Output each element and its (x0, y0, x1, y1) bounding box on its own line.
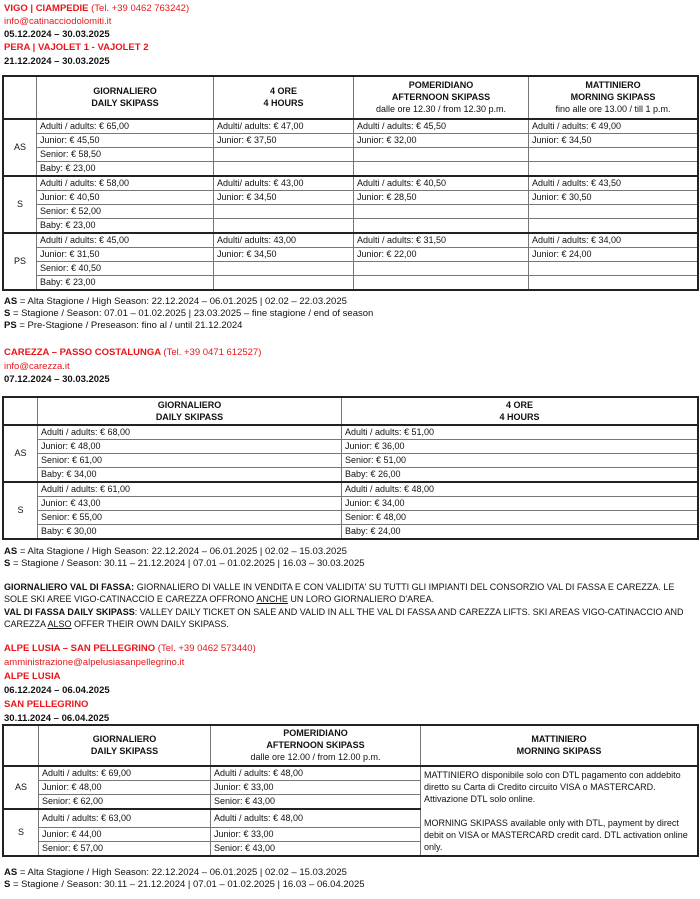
price-cell (529, 204, 698, 218)
price-cell: Baby: € 24,00 (342, 524, 698, 538)
season-label: AS (4, 766, 39, 809)
header-col: 4 ORE 4 HOURS (342, 398, 698, 425)
price-cell: Junior: € 34,50 (214, 190, 354, 204)
table-row (4, 467, 698, 482)
price-cell: Adulti / adults: € 68,00 (38, 425, 342, 440)
price-cell: Adulti / adults: € 48,00 (211, 766, 421, 781)
season-label: AS (4, 425, 38, 482)
section1-price-table (3, 76, 698, 290)
table-row (4, 218, 698, 233)
price-cell (354, 275, 529, 289)
price-cell: Senior: € 61,00 (38, 453, 342, 467)
section3-price-table (3, 725, 698, 856)
section1-table-body (4, 119, 698, 290)
season-label: PS (4, 233, 37, 290)
price-cell: Adulti / adults: € 63,00 (39, 809, 211, 828)
table-row (4, 190, 698, 204)
section3-dates1: 06.12.2024 – 06.04.2025 (4, 685, 110, 696)
price-cell: Junior: € 43,00 (38, 496, 342, 510)
section1-title: VIGO | CIAMPEDIE (4, 3, 89, 14)
section3-sub1: ALPE LUSIA (4, 671, 61, 682)
section3-title: ALPE LUSIA – SAN PELLEGRINO (4, 643, 156, 654)
section3-email[interactable]: amministrazione@alpelusiasanpellegrino.it (4, 657, 185, 668)
section1-dates1: 05.12.2024 – 30.03.2025 (4, 29, 110, 40)
price-cell (214, 218, 354, 233)
price-cell: Baby: € 30,00 (38, 524, 342, 538)
header-col: GIORNALIERO DAILY SKIPASS (38, 398, 342, 425)
header-col: POMERIDIANO AFTERNOON SKIPASS dalle ore 12.00 / from 12.00 p.m. (211, 726, 421, 766)
price-cell (529, 261, 698, 275)
price-cell: Junior: € 32,00 (354, 133, 529, 147)
valdifassa-en: VAL DI FASSA DAILY SKIPASS: VALLEY DAILY TICKET ON SALE AND VALID IN ALL THE VAL DI FASSA AND CAREZZA LIFTS. SKI AREAS VIGO-CATINACCIO AND CAREZZA ALSO OFFER THEIR OWN DAILY SKIPASS. (4, 607, 684, 629)
valdifassa-it: GIORNALIERO VAL DI FASSA: GIORNALIERO DI VALLE IN VENDITA E CON VALIDITA' SU TUTTI GLI IMPIANTI DEL CONSORZIO VAL DI FASSA E CAREZZA. LE SOLE SKI AREE VIGO-CATINACCIO E CAREZZA OFFRONO ANCHE UN LORO GIORNALIERO D'AREA. (4, 582, 675, 604)
price-cell (529, 161, 698, 176)
price-cell: Adulti / adults: € 48,00 (211, 809, 421, 828)
section3-heading (4, 643, 256, 655)
header-col: GIORNALIERO DAILY SKIPASS (37, 77, 214, 119)
price-cell: Adulti / adults: € 31,50 (354, 233, 529, 248)
price-cell: Junior: € 31,50 (37, 247, 214, 261)
section2-heading (4, 347, 261, 359)
price-cell: Adulti/ adults: € 47,00 (214, 119, 354, 134)
section3-tel: (Tel. +39 0462 573440) (157, 643, 256, 654)
price-cell (214, 204, 354, 218)
header-col: MATTINIERO MORNING SKIPASS (421, 726, 698, 766)
section2-title: CAREZZA – PASSO COSTALUNGA (4, 347, 161, 358)
section1-dates2: 21.12.2024 – 30.03.2025 (4, 56, 110, 67)
header-col: GIORNALIERO DAILY SKIPASS (39, 726, 211, 766)
table-row (4, 510, 698, 524)
section3-sub2: SAN PELLEGRINO (4, 699, 89, 710)
section2-legend-as: AS = Alta Stagione / High Season: 22.12.2024 – 06.01.2025 | 02.02 – 15.03.2025 (4, 546, 347, 557)
price-cell (354, 161, 529, 176)
price-cell: Baby: € 34,00 (38, 467, 342, 482)
price-cell: Senior: € 43,00 (211, 794, 421, 809)
section2-table-body (4, 425, 698, 539)
section3-legend-as: AS = Alta Stagione / High Season: 22.12.2024 – 06.01.2025 | 02.02 – 15.03.2025 (4, 867, 347, 878)
price-cell: Senior: € 40,50 (37, 261, 214, 275)
section3-legend-s: S = Stagione / Season: 30.11 – 21.12.2024 | 07.01 – 01.02.2025 | 16.03 – 06.04.2025 (4, 879, 365, 890)
price-cell: Junior: € 44,00 (39, 827, 211, 841)
price-cell: Senior: € 43,00 (211, 841, 421, 855)
price-cell (354, 261, 529, 275)
price-cell: Junior: € 40,50 (37, 190, 214, 204)
header-col: MATTINIERO MORNING SKIPASS fino alle ore 13.00 / till 1 p.m. (529, 77, 698, 119)
morning-note-it: MATTINIERO disponibile solo con DTL pagamento con addebito diretto su Carta di Credito circuito VISA o MASTERCARD. Attivazione DTL solo online. (424, 769, 681, 804)
price-cell: Senior: € 48,00 (342, 510, 698, 524)
table-row (4, 233, 698, 248)
price-cell: Adulti / adults: € 49,00 (529, 119, 698, 134)
price-cell: Adulti/ adults: € 43,00 (214, 176, 354, 191)
season-label: S (4, 482, 38, 539)
table-row (4, 176, 698, 191)
price-cell: Baby: € 23,00 (37, 275, 214, 289)
price-cell: Adulti / adults: € 51,00 (342, 425, 698, 440)
table-row (4, 439, 698, 453)
table-row (4, 524, 698, 538)
header-col: POMERIDIANO AFTERNOON SKIPASS dalle ore 12.30 / from 12.30 p.m. (354, 77, 529, 119)
section2-legend-s: S = Stagione / Season: 30.11 – 21.12.2024 | 07.01 – 01.02.2025 | 16.03 – 30.03.2025 (4, 558, 365, 569)
table-row (4, 247, 698, 261)
table-row (4, 147, 698, 161)
section2-price-table (3, 397, 698, 539)
season-label: S (4, 176, 37, 233)
price-cell: Junior: € 34,50 (214, 247, 354, 261)
table-row (4, 161, 698, 176)
table-row (4, 119, 698, 134)
price-cell (214, 161, 354, 176)
price-cell: Senior: € 57,00 (39, 841, 211, 855)
price-cell (214, 147, 354, 161)
price-cell: Junior: € 37,50 (214, 133, 354, 147)
price-cell (529, 275, 698, 289)
price-cell: Junior: € 22,00 (354, 247, 529, 261)
price-cell: Baby: € 23,00 (37, 161, 214, 176)
table-row (4, 261, 698, 275)
section1-legend-ps: PS = Pre-Stagione / Preseason: fino al / until 21.12.2024 (4, 320, 243, 331)
price-cell (214, 275, 354, 289)
table-row (4, 425, 698, 440)
price-cell (529, 218, 698, 233)
header-empty (4, 398, 38, 425)
table-row (4, 453, 698, 467)
section1-subtitle: PERA | VAJOLET 1 - VAJOLET 2 (4, 42, 149, 53)
price-cell: Junior: € 24,00 (529, 247, 698, 261)
price-cell: Adulti / adults: € 45,00 (37, 233, 214, 248)
price-cell: Junior: € 48,00 (39, 780, 211, 794)
price-cell: Senior: € 51,00 (342, 453, 698, 467)
table-row (4, 766, 698, 781)
header-empty (4, 726, 39, 766)
price-cell: Junior: € 48,00 (38, 439, 342, 453)
price-cell: Baby: € 26,00 (342, 467, 698, 482)
price-cell: Junior: € 36,00 (342, 439, 698, 453)
section1-tel: (Tel. +39 0462 763242) (91, 3, 190, 14)
price-cell (354, 218, 529, 233)
price-cell: Senior: € 52,00 (37, 204, 214, 218)
price-cell: Junior: € 30,50 (529, 190, 698, 204)
section1-legend-as: AS = Alta Stagione / High Season: 22.12.2024 – 06.01.2025 | 02.02 – 22.03.2025 (4, 296, 347, 307)
section2-email[interactable]: info@carezza.it (4, 361, 70, 372)
section1-heading (4, 3, 189, 15)
price-cell (354, 147, 529, 161)
price-cell: Junior: € 33,00 (211, 827, 421, 841)
price-cell: Senior: € 62,00 (39, 794, 211, 809)
price-cell: Adulti / adults: € 61,00 (38, 482, 342, 497)
season-label: AS (4, 119, 37, 176)
price-cell: Adulti / adults: € 34,00 (529, 233, 698, 248)
price-cell: Junior: € 33,00 (211, 780, 421, 794)
section3-dates2: 30.11.2024 – 06.04.2025 (4, 713, 110, 724)
price-cell (214, 261, 354, 275)
price-cell: Junior: € 34,50 (529, 133, 698, 147)
section2-dates: 07.12.2024 – 30.03.2025 (4, 374, 110, 385)
price-cell: Junior: € 45,50 (37, 133, 214, 147)
price-cell: Adulti / adults: € 45,50 (354, 119, 529, 134)
price-cell: Junior: € 28,50 (354, 190, 529, 204)
section3-table-body (4, 766, 698, 856)
header-col: 4 ORE 4 HOURS (214, 77, 354, 119)
price-cell: Junior: € 34,00 (342, 496, 698, 510)
price-cell: Senior: € 55,00 (38, 510, 342, 524)
season-label: S (4, 809, 39, 856)
price-cell (529, 147, 698, 161)
morning-skipass-note (421, 766, 698, 856)
price-cell: Adulti/ adults: 43,00 (214, 233, 354, 248)
price-cell: Senior: € 58,50 (37, 147, 214, 161)
price-cell: Adulti / adults: € 48,00 (342, 482, 698, 497)
section1-legend-s: S = Stagione / Season: 07.01 – 01.02.2025 | 23.03.2025 – fine stagione / end of season (4, 308, 374, 319)
price-cell: Baby: € 23,00 (37, 218, 214, 233)
section1-email[interactable]: info@catinacciodolomiti.it (4, 16, 112, 27)
price-cell: Adulti / adults: € 40,50 (354, 176, 529, 191)
table-row (4, 275, 698, 289)
table-row (4, 496, 698, 510)
price-cell (354, 204, 529, 218)
header-empty (4, 77, 37, 119)
table-row (4, 204, 698, 218)
morning-note-en: MORNING SKIPASS available only with DTL, payment by direct debit on VISA or MASTERCARD credit card. DTL activation online only. (424, 817, 688, 852)
price-cell: Adulti / adults: € 69,00 (39, 766, 211, 781)
price-cell: Adulti / adults: € 58,00 (37, 176, 214, 191)
price-cell: Adulti / adults: € 65,00 (37, 119, 214, 134)
table-row (4, 482, 698, 497)
section2-tel: (Tel. +39 0471 612527) (163, 347, 262, 358)
table-row (4, 133, 698, 147)
price-cell: Adulti / adults: € 43,50 (529, 176, 698, 191)
